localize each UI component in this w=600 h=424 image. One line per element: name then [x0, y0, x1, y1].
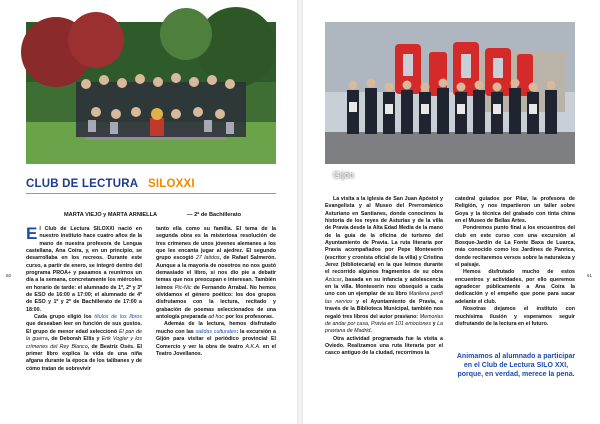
byline-grade: — 2º de Bachillerato: [187, 212, 241, 218]
title-club-de-lectura: CLUB DE LECTURA: [26, 178, 139, 190]
article-title: [26, 178, 276, 194]
group-photo-gijon: [325, 22, 575, 180]
closing-highlight: Animamos al alumnado a participar en el Club de Lectura SILO XXI, porque, en verdad, merece la pena.: [456, 353, 576, 378]
paragraph-intro: l Club de Lectura SILOXXI nació en nuestro instituto hace cuatro años de la mano de nuestra profesora de Lengua castellana, Ana Coira, y, en un principio, se desarrollaba en los recreos. Durante este curso, a partir de enero, se integró dentro del programa PROA+ y pasamos a reunirnos un día a la semana, concretamente los miércoles en horario de tarde: el alumnado de 1º, 2º y 3º de ESO de 16:00 a 17:00; el alumnado de 4º de ESO y 1º y 2º de Bachillerato de 17:00 a 18:00.: [26, 226, 142, 313]
paragraph-catedral: catedral guiados por Pilar, la profesora de Religión, y nos impartieron un taller sobre Goya y la técnica del grabado con tinta china en el Museo de Bellas Artes.: [455, 196, 575, 225]
photo-caption: Gijón: [333, 170, 355, 180]
paragraph-oviedo: Otra actividad programada fue la visita a Oviedo. Realizamos una ruta literaria por el casco antiguo de la ciudad, recorrimos la: [325, 335, 443, 357]
left-page: [0, 0, 297, 424]
left-column-2: tanto ella como su familia. El tema de la segunda obra es la misteriosa resolución de tres crímenes de unos jóvenes alemanes a los que les encanta jugar al ajedrez. El segundo grupo escogió 27 latidos, de Rafael Salmerón. Aunque a la mayoría de nosotros no nos gustó demasiado el libro, sí nos dio pie a debatir temas que nos preocupan e interesan. También leímos Pic-Nic de Fernando Arrabal. No hemos olvidamos el género poético: los dos grupos disfrutamos con la lectura, recitado y grabación de poemas seleccionados de una antología preparada ad hoc por los profesoras. Además de la lectura, hemos disfrutado mucho con las salidas culturales: la excursión a Gijón para visitar el periódico provincial El Comercio y ver la obra de teatro A.K.A. en el Teatro Jovellanos.: [156, 226, 276, 357]
right-page: [303, 0, 600, 424]
paragraph-luarca: Pondremos punto final a los encuentros del club en este curso con una excursión al Bosque-Jardín de La Fonte Baxa de Luarca, más conocido como los Jardines de Panrica, donde recitaremos versos sobre la naturaleza y el paisaje.: [455, 225, 575, 269]
byline-authors: MARTA VIEJO y MARTA ARNIELLA: [64, 212, 158, 218]
drop-cap: E: [26, 224, 38, 243]
byline: [64, 212, 241, 218]
page-number-right: 61: [587, 273, 593, 278]
group-photo-garden: [26, 22, 276, 164]
right-column-1: La visita a la iglesia de San Juan Apóstol y Evangelista y al Museo del Prerrománico Asturiano en Santianes, donde conocimos la historia de los reyes de Asturias y de la villa de Pravia desde la Alta Edad Media de la mano de la guía de la oficina de turismo del Ayuntamiento de Pravia. La ruta literaria por Pravia acompañados por Pepe Monteserín (escritor y cronista oficial de la villa) y Cristina Jerez (bibliotecaria) en la que leímos durante el recorrido algunos fragmentos de su obra Azúcar, basada en su infancia y adolescencia en la villa. Monteserín nos obsequió a cada uno con un ejemplar de su libro Marilena perdí las nervios y el Ayuntamiento de Pravia, a través de la Biblioteca Municipal, también nos regaló tres libros del autor praviano: Memorias de andar por casa, Pravia en 101 emociones y La praviana de Madrid. Otra actividad programada fue la visita a Oviedo. Realizamos una ruta literaria por el casco antiguo de la ciudad, recorrimos la: [325, 196, 444, 357]
title-siloxxi: SILOXXI: [148, 178, 195, 190]
link-book-titles: títulos de los libros: [94, 314, 142, 321]
right-column-2: [455, 196, 575, 328]
left-column-1: El Club de Lectura SILOXXI nació en nuestro instituto hace cuatro años de la mano de nuestra profesora de Lengua castellana, Ana Coira, y, en un principio, se desarrollaba en los recreos. Durante este curso, a partir de enero, se integró dentro del programa PROA+ y pasamos a reunirnos un día a la semana, concretamente los miércoles en horario de tarde: el alumnado de 1º, 2º y 3º de ESO de 16:00 a 17:00; el alumnado de 4º de ESO y 1º y 2º de Bachillerato de 17:00 a 18:00. Cada grupo eligió los títulos de los libros que deseaban leer en función de sus gustos. El grupo de menor edad seleccionó El pan de la guerra, de Deborah Ellis y Erik Vogler y los crímenes del Rey Blanco, de Beatriz Osés. El primer libro explica la vida de una niña afgana durante la época de los talibanes y de cómo tratan de sobrevivir: [26, 224, 142, 372]
paragraph-thanks: Hemos disfrutado mucho de estos encuentros y actividades, por ello queremos agradecer públicamente a Ana Coira la dedicación y el empeño que pone para sacar adelante el club.: [455, 269, 575, 305]
link-cultural-outings: salidas culturales: [195, 328, 237, 335]
title-rule: [26, 193, 276, 194]
paragraph-farewell: Nosotras dejamos el instituto con muchísima ilusión y esperamos seguir disfrutando de la lectura en el futuro.: [455, 306, 575, 327]
page-number-left: 60: [6, 273, 12, 278]
